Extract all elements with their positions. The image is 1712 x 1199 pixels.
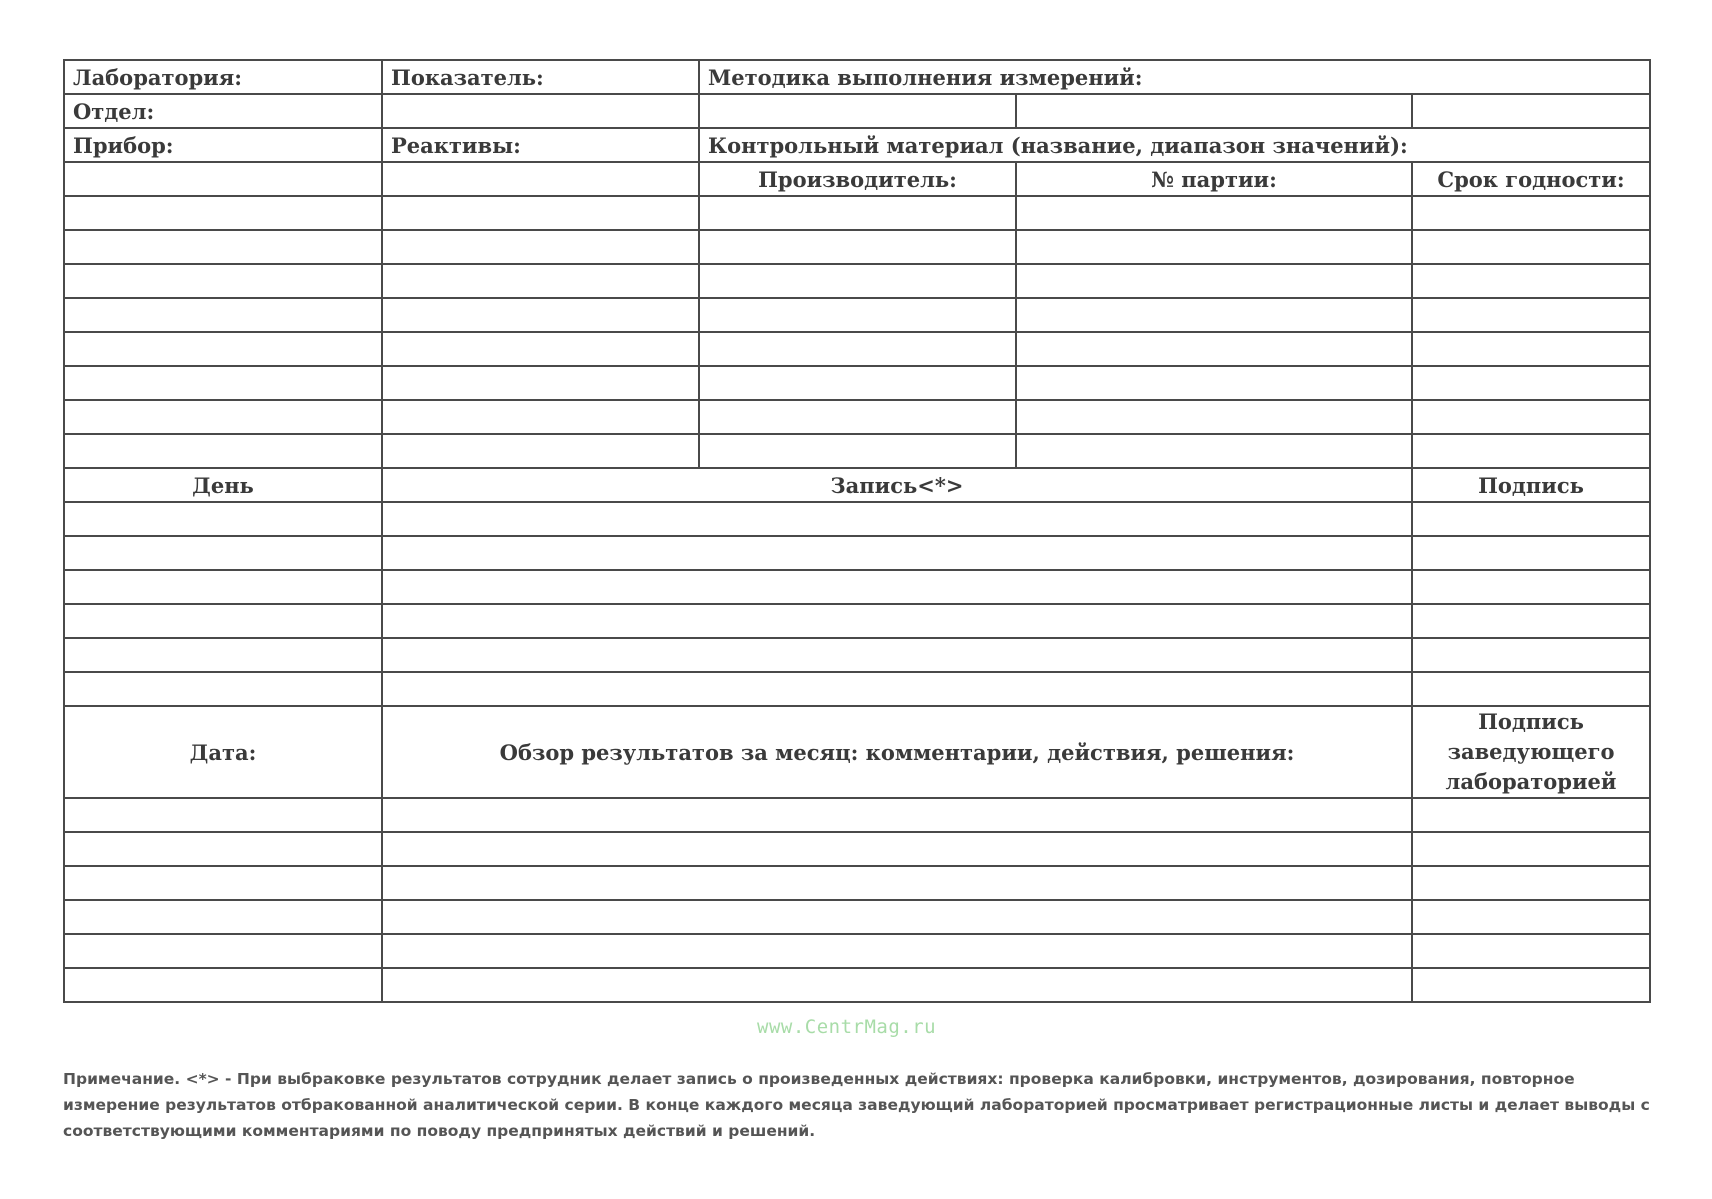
- registration-form-table: [63, 59, 1651, 1003]
- log-row: [64, 502, 1650, 536]
- blank-cell[interactable]: [382, 604, 1412, 638]
- blank-cell[interactable]: [382, 866, 1412, 900]
- blank-cell[interactable]: [382, 502, 1412, 536]
- blank-cell[interactable]: [64, 196, 382, 230]
- blank-cell[interactable]: [64, 264, 382, 298]
- blank-cell[interactable]: [382, 332, 699, 366]
- blank-cell[interactable]: [1412, 264, 1650, 298]
- review-row: [64, 866, 1650, 900]
- review-row: [64, 798, 1650, 832]
- material-row: [64, 332, 1650, 366]
- header-row-2: [64, 94, 1650, 128]
- blank-cell[interactable]: [1412, 332, 1650, 366]
- head-signature-header: Подпись заведующего лабораторией: [1412, 706, 1650, 798]
- blank-cell[interactable]: [1016, 400, 1412, 434]
- blank-cell[interactable]: [1412, 570, 1650, 604]
- blank-cell[interactable]: [1412, 502, 1650, 536]
- blank-cell[interactable]: [382, 638, 1412, 672]
- blank-cell[interactable]: [382, 298, 699, 332]
- blank-cell[interactable]: [1412, 298, 1650, 332]
- blank-cell[interactable]: [382, 434, 699, 468]
- manufacturer-header: Производитель:: [699, 162, 1016, 196]
- blank-cell[interactable]: [64, 832, 382, 866]
- blank-cell[interactable]: [64, 162, 382, 196]
- footnote: Примечание. <*> - При выбраковке результатов сотрудник делает запись о произведенных действиях: проверка калибровки, инструментов, дозирования, повторное измерение результатов отбракованной аналитической серии. В конце каждого месяца заведующий лабораторией просматривает регистрационные листы и делает выводы с соответствующими комментариями по поводу предпринятых действий и решений.: [63, 1070, 1650, 1140]
- blank-cell[interactable]: [64, 604, 382, 638]
- material-row: [64, 400, 1650, 434]
- blank-cell[interactable]: [64, 968, 382, 1002]
- blank-cell[interactable]: [699, 366, 1016, 400]
- blank-cell[interactable]: [64, 570, 382, 604]
- blank-cell[interactable]: [382, 536, 1412, 570]
- review-header-row: [64, 706, 1650, 798]
- blank-cell[interactable]: [382, 162, 699, 196]
- blank-cell[interactable]: [1412, 604, 1650, 638]
- blank-cell[interactable]: [382, 366, 699, 400]
- blank-cell[interactable]: [64, 798, 382, 832]
- blank-cell[interactable]: [64, 536, 382, 570]
- log-row: [64, 536, 1650, 570]
- log-row: [64, 672, 1650, 706]
- blank-cell[interactable]: [1412, 866, 1650, 900]
- blank-cell[interactable]: [699, 298, 1016, 332]
- date-header: Дата:: [64, 706, 382, 798]
- material-row: [64, 298, 1650, 332]
- watermark: www.CentrMag.ru: [757, 1016, 937, 1038]
- material-row: [64, 196, 1650, 230]
- blank-cell[interactable]: [699, 434, 1016, 468]
- instrument-label: Прибор:: [64, 128, 382, 162]
- blank-cell[interactable]: [1016, 94, 1412, 128]
- blank-cell[interactable]: [64, 502, 382, 536]
- material-row: [64, 230, 1650, 264]
- log-row: [64, 570, 1650, 604]
- blank-cell[interactable]: [64, 934, 382, 968]
- blank-cell[interactable]: [382, 798, 1412, 832]
- signature-header: Подпись: [1412, 468, 1650, 502]
- review-row: [64, 832, 1650, 866]
- blank-cell[interactable]: [1016, 366, 1412, 400]
- day-header: День: [64, 468, 382, 502]
- material-row: [64, 366, 1650, 400]
- method-label: Методика выполнения измерений:: [699, 60, 1650, 94]
- blank-cell[interactable]: [64, 366, 382, 400]
- blank-cell[interactable]: [1412, 94, 1650, 128]
- batch-number-header: № партии:: [1016, 162, 1412, 196]
- blank-cell[interactable]: [699, 332, 1016, 366]
- blank-cell[interactable]: [64, 332, 382, 366]
- blank-cell[interactable]: [1412, 196, 1650, 230]
- blank-cell[interactable]: [699, 230, 1016, 264]
- review-row: [64, 968, 1650, 1002]
- header-row-4: [64, 162, 1650, 196]
- material-row: [64, 434, 1650, 468]
- indicator-label: Показатель:: [382, 60, 699, 94]
- laboratory-label: Лаборатория:: [64, 60, 382, 94]
- review-row: [64, 900, 1650, 934]
- expiry-header: Срок годности:: [1412, 162, 1650, 196]
- header-row-1: [64, 60, 1650, 94]
- blank-cell[interactable]: [382, 400, 699, 434]
- blank-cell[interactable]: [1016, 264, 1412, 298]
- blank-cell[interactable]: [1016, 298, 1412, 332]
- blank-cell[interactable]: [1016, 332, 1412, 366]
- blank-cell[interactable]: [1412, 672, 1650, 706]
- header-row-3: [64, 128, 1650, 162]
- blank-cell[interactable]: [699, 264, 1016, 298]
- blank-cell[interactable]: [1412, 230, 1650, 264]
- blank-cell[interactable]: [382, 230, 699, 264]
- blank-cell[interactable]: [1412, 638, 1650, 672]
- blank-cell[interactable]: [699, 94, 1016, 128]
- blank-cell[interactable]: [64, 900, 382, 934]
- blank-cell[interactable]: [64, 400, 382, 434]
- blank-cell[interactable]: [1412, 366, 1650, 400]
- blank-cell[interactable]: [382, 264, 699, 298]
- blank-cell[interactable]: [382, 968, 1412, 1002]
- reagents-label: Реактивы:: [382, 128, 699, 162]
- material-row: [64, 264, 1650, 298]
- overview-header: Обзор результатов за месяц: комментарии, действия, решения:: [382, 706, 1412, 798]
- blank-cell[interactable]: [1412, 434, 1650, 468]
- blank-cell[interactable]: [1412, 400, 1650, 434]
- blank-cell[interactable]: [64, 866, 382, 900]
- log-row: [64, 638, 1650, 672]
- blank-cell[interactable]: [1412, 798, 1650, 832]
- blank-cell[interactable]: [64, 298, 382, 332]
- blank-cell[interactable]: [1412, 900, 1650, 934]
- department-label: Отдел:: [64, 94, 382, 128]
- blank-cell[interactable]: [382, 900, 1412, 934]
- blank-cell[interactable]: [64, 230, 382, 264]
- blank-cell[interactable]: [382, 672, 1412, 706]
- log-header-row: [64, 468, 1650, 502]
- review-row: [64, 934, 1650, 968]
- log-row: [64, 604, 1650, 638]
- blank-cell[interactable]: [382, 934, 1412, 968]
- blank-cell[interactable]: [699, 196, 1016, 230]
- control-material-label: Контрольный материал (название, диапазон значений):: [699, 128, 1650, 162]
- blank-cell[interactable]: [1016, 196, 1412, 230]
- blank-cell[interactable]: [64, 434, 382, 468]
- blank-cell[interactable]: [1412, 934, 1650, 968]
- blank-cell[interactable]: [1412, 968, 1650, 1002]
- blank-cell[interactable]: [382, 94, 699, 128]
- blank-cell[interactable]: [382, 832, 1412, 866]
- record-header: Запись<*>: [382, 468, 1412, 502]
- blank-cell[interactable]: [1412, 832, 1650, 866]
- blank-cell[interactable]: [699, 400, 1016, 434]
- blank-cell[interactable]: [1016, 230, 1412, 264]
- blank-cell[interactable]: [64, 638, 382, 672]
- blank-cell[interactable]: [382, 196, 699, 230]
- blank-cell[interactable]: [64, 672, 382, 706]
- blank-cell[interactable]: [1412, 536, 1650, 570]
- blank-cell[interactable]: [382, 570, 1412, 604]
- blank-cell[interactable]: [1016, 434, 1412, 468]
